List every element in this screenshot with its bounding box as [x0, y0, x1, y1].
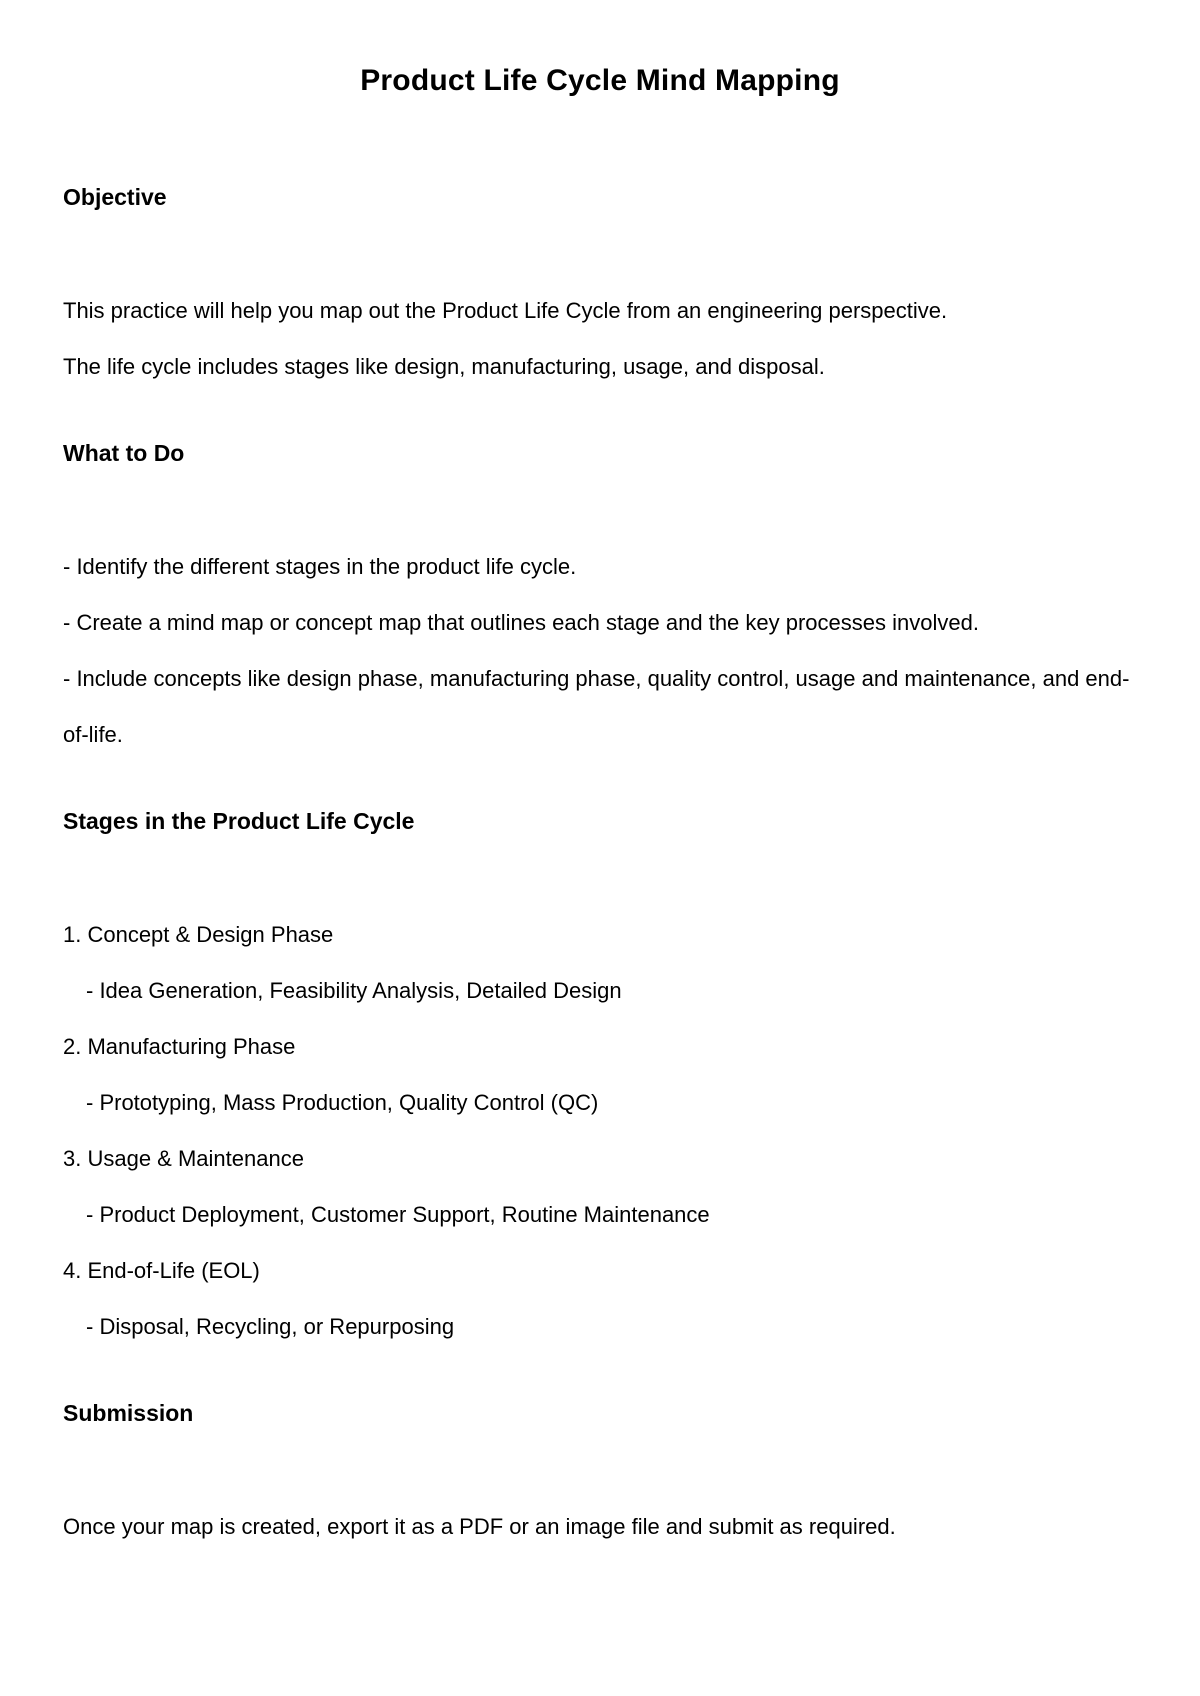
- section-heading-what-to-do: What to Do: [63, 440, 185, 466]
- page-title: Product Life Cycle Mind Mapping: [360, 64, 840, 97]
- objective-paragraph-1: This practice will help you map out the Product Life Cycle from an engineering perspective.: [63, 298, 948, 323]
- objective-paragraph-2: The life cycle includes stages like design, manufacturing, usage, and disposal.: [63, 354, 825, 379]
- section-heading-stages: Stages in the Product Life Cycle: [63, 808, 415, 834]
- what-to-do-bullet-2: - Create a mind map or concept map that outlines each stage and the key processes involved.: [63, 610, 979, 635]
- stage-1-label: 1. Concept & Design Phase: [63, 922, 334, 947]
- stage-4-label: 4. End-of-Life (EOL): [63, 1258, 260, 1283]
- stage-2-detail: - Prototyping, Mass Production, Quality Control (QC): [86, 1090, 599, 1115]
- what-to-do-bullet-1: - Identify the different stages in the product life cycle.: [63, 554, 577, 579]
- stage-4-detail: - Disposal, Recycling, or Repurposing: [86, 1314, 455, 1339]
- submission-paragraph: Once your map is created, export it as a PDF or an image file and submit as required.: [63, 1514, 896, 1539]
- stage-3-detail: - Product Deployment, Customer Support, Routine Maintenance: [86, 1202, 710, 1227]
- stage-3-label: 3. Usage & Maintenance: [63, 1146, 304, 1171]
- section-heading-submission: Submission: [63, 1400, 194, 1426]
- what-to-do-bullet-3: - Include concepts like design phase, manufacturing phase, quality control, usage and maintenance, and end-of-life.: [63, 666, 1130, 747]
- section-heading-objective: Objective: [63, 184, 167, 210]
- stage-2-label: 2. Manufacturing Phase: [63, 1034, 296, 1059]
- stage-1-detail: - Idea Generation, Feasibility Analysis, Detailed Design: [86, 978, 622, 1003]
